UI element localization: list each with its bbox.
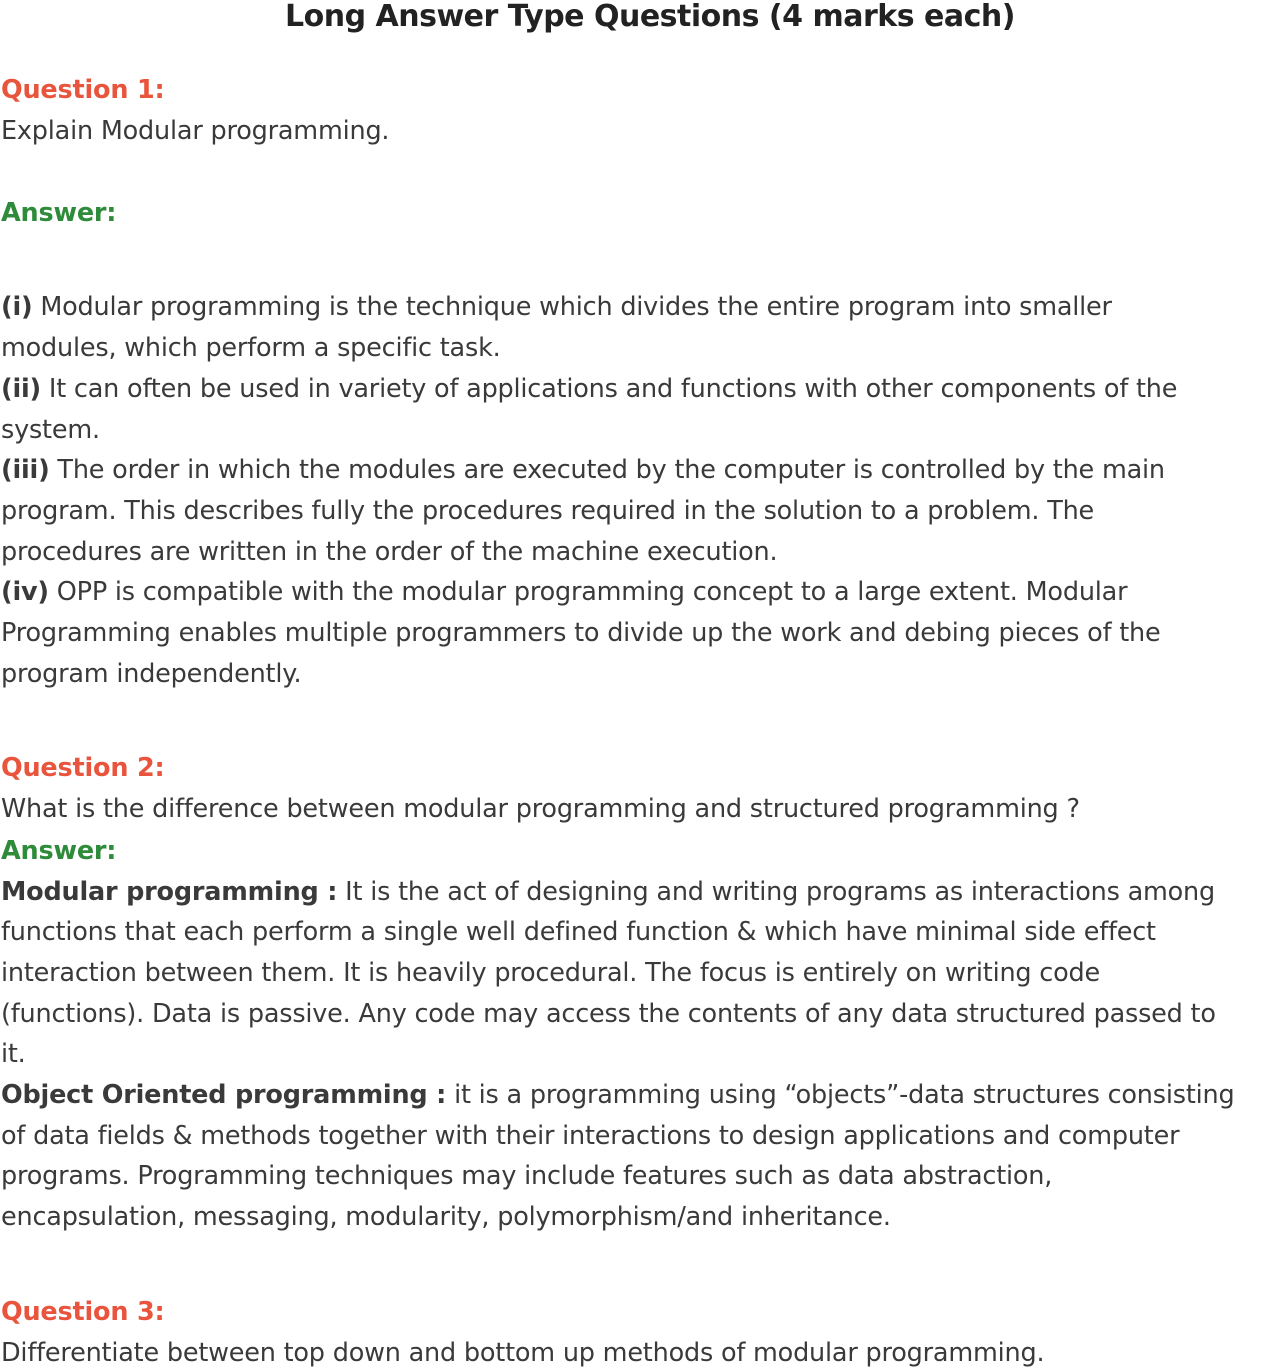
point-text: It can often be used in variety of applications and functions with other components of the — [41, 374, 1178, 404]
answer-1-point-1-line-1 — [1, 292, 1112, 322]
answer-2-modular-line-1 — [1, 877, 1215, 907]
answer-2-modular-line-4: (functions). Data is passive. Any code may access the contents of any data structured passed to — [1, 999, 1216, 1029]
question-1-label: Question 1: — [1, 75, 165, 105]
term-text: it is a programming using “objects”-data structures consisting — [446, 1080, 1235, 1110]
answer-1-point-3-line-1 — [1, 455, 1165, 485]
page-title: Long Answer Type Questions (4 marks each) — [285, 0, 1015, 34]
term-text: It is the act of designing and writing programs as interactions among — [337, 877, 1216, 907]
question-3-text: Differentiate between top down and bottom up methods of modular programming. — [1, 1338, 1045, 1368]
point-text: OPP is compatible with the modular programming concept to a large extent. Modular — [48, 577, 1128, 607]
question-3-label: Question 3: — [1, 1297, 165, 1327]
term-label: Modular programming : — [1, 877, 338, 907]
question-1-text: Explain Modular programming. — [1, 116, 390, 146]
answer-1-point-4-line-3: program independently. — [1, 659, 302, 689]
answer-1-label: Answer: — [1, 198, 117, 228]
answer-1-point-2-line-2: system. — [1, 415, 100, 445]
answer-2-modular-line-5: it. — [1, 1039, 26, 1069]
question-2-text: What is the difference between modular programming and structured programming ? — [1, 794, 1080, 824]
answer-1-point-2-line-1 — [1, 374, 1177, 404]
point-text: The order in which the modules are executed by the computer is controlled by the main — [49, 455, 1165, 485]
answer-1-point-1-line-2: modules, which perform a specific task. — [1, 333, 501, 363]
answer-1-point-3-line-3: procedures are written in the order of the machine execution. — [1, 537, 778, 567]
point-marker: (ii) — [1, 374, 41, 404]
answer-1-point-4-line-2: Programming enables multiple programmers to divide up the work and debing pieces of the — [1, 618, 1161, 648]
point-text: Modular programming is the technique which divides the entire program into smaller — [32, 292, 1112, 322]
answer-2-oop-line-2: of data fields & methods together with their interactions to design applications and computer — [1, 1121, 1180, 1151]
answer-2-modular-line-2: functions that each perform a single well defined function & which have minimal side effect — [1, 917, 1156, 947]
answer-2-oop-line-4: encapsulation, messaging, modularity, polymorphism/and inheritance. — [1, 1202, 891, 1232]
answer-2-oop-line-1 — [1, 1080, 1234, 1110]
point-marker: (iv) — [1, 577, 49, 607]
term-label: Object Oriented programming : — [1, 1080, 447, 1110]
point-marker: (iii) — [1, 455, 50, 485]
answer-2-label: Answer: — [1, 836, 117, 866]
question-2-label: Question 2: — [1, 753, 165, 783]
answer-2-oop-line-3: programs. Programming techniques may include features such as data abstraction, — [1, 1161, 1053, 1191]
answer-1-point-4-line-1 — [1, 577, 1127, 607]
point-marker: (i) — [1, 292, 33, 322]
answer-2-modular-line-3: interaction between them. It is heavily procedural. The focus is entirely on writing code — [1, 958, 1101, 988]
answer-1-point-3-line-2: program. This describes fully the procedures required in the solution to a problem. The — [1, 496, 1095, 526]
